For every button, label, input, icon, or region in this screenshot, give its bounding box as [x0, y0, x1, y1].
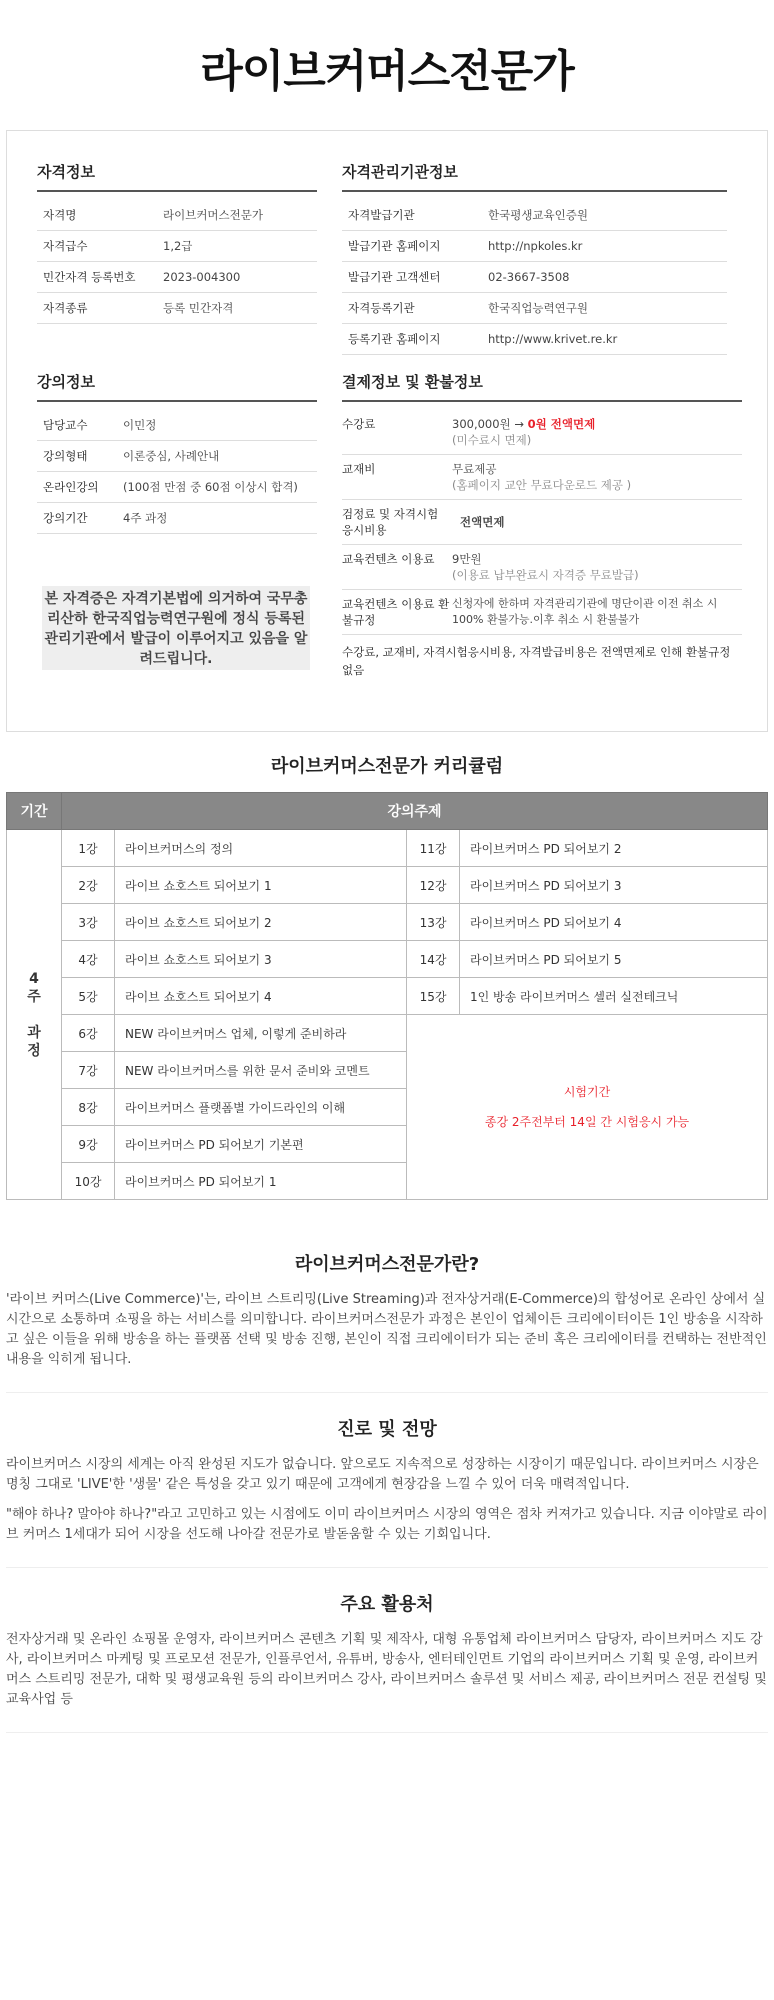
row-value: (100점 만점 중 60점 이상시 합격)	[123, 480, 298, 494]
notice-box	[42, 586, 310, 670]
qualification-section	[37, 161, 317, 324]
row-label: 자격종류	[43, 301, 88, 315]
exam-fee-label: 검정료 및 자격시험 응시비용	[342, 507, 439, 537]
row-value: 이민정	[123, 418, 157, 432]
refund-label: 교육컨텐츠 이용료 환불규정	[342, 597, 450, 627]
lesson-title: NEW 라이브커머스를 위한 문서 준비와 코멘트	[115, 1052, 407, 1089]
book-row	[342, 455, 742, 500]
page-title: 라이브커머스전문가	[200, 46, 574, 97]
lecture-heading: 강의정보	[37, 371, 317, 402]
lesson-num: 12강	[407, 867, 460, 904]
row-label: 자격급수	[43, 239, 88, 253]
lesson-num: 15강	[407, 978, 460, 1015]
lesson-title: 라이브 쇼호스트 되어보기 2	[115, 904, 407, 941]
content-fee-value: 9만원	[452, 552, 482, 566]
lesson-title: 라이브 쇼호스트 되어보기 3	[115, 941, 407, 978]
career-text-2: "해야 하나? 말아야 하나?"라고 고민하고 있는 시점에도 이미 라이브커머스 시장의 영역은 점차 커져가고 있습니다. 지금 이야말로 라이브 커머스 1세대가 되어 시장을 선도해 나아갈 전문가로 발돋움할 수 있는 기회입니다.	[6, 1507, 768, 1542]
content-fee-label: 교육컨텐츠 이용료	[342, 552, 435, 566]
lesson-title: 라이브커머스 PD 되어보기 3	[460, 867, 768, 904]
exam-fee-row	[342, 500, 742, 545]
exam-period-cell	[407, 1015, 768, 1200]
lesson-title: 라이브커머스 플랫폼별 가이드라인의 이해	[115, 1089, 407, 1126]
lesson-num: 5강	[62, 978, 115, 1015]
lesson-num: 10강	[62, 1163, 115, 1200]
table-row	[7, 978, 768, 1015]
curriculum-table	[6, 792, 768, 1200]
lesson-num: 14강	[407, 941, 460, 978]
agency-row	[342, 200, 727, 231]
qualification-row	[37, 293, 317, 324]
table-row	[7, 904, 768, 941]
curriculum-title: 라이브커머스전문가 커리큘럼	[270, 756, 504, 777]
row-label: 발급기관 홈페이지	[348, 239, 441, 253]
lesson-num: 13강	[407, 904, 460, 941]
table-row	[7, 1015, 768, 1052]
row-value: 한국평생교육인증원	[488, 208, 588, 222]
exam-period-desc: 종강 2주전부터 14일 간 시험응시 가능	[484, 1115, 690, 1129]
content-fee-sub: (이용료 납부완료시 자격증 무료발급)	[452, 568, 639, 582]
usage-text: 전자상거래 및 온라인 쇼핑몰 운영자, 라이브커머스 콘텐츠 기획 및 제작사, 대형 유통업체 라이브커머스 담당자, 라이브커머스 지도 강사, 라이브커머스 마케팅 및 프로모션 전문가, 인플루언서, 유튜버, 방송사, 엔터테인먼트 기업의 라이브커머스 기획 및 운영, 라이브커머스 스트리밍 전문가, 대학 및 평생교육원 등의 라이브커머스 강사, 라이브커머스 솔루션 및 서비스 제공, 라이브커머스 전문 컨설팅 및 교육사업 등	[6, 1632, 767, 1707]
row-label: 발급기관 고객센터	[348, 270, 441, 284]
agency-homepage-link[interactable]: http://npkoles.kr	[488, 239, 583, 253]
row-value: 한국직업능력연구원	[488, 301, 588, 315]
career-text-1: 라이브커머스 시장의 세계는 아직 완성된 지도가 없습니다. 앞으로도 지속적으로 성장하는 시장이기 때문입니다. 라이브커머스 시장은 명칭 그대로 'LIVE'한 '생물' 같은 특성을 갖고 있기 때문에 고객에게 현장감을 느낄 수 있어 더욱 매력적입니다.	[6, 1457, 759, 1492]
row-value: 등록 민간자격	[163, 301, 234, 315]
row-label: 자격등록기관	[348, 301, 415, 315]
lecture-row	[37, 472, 317, 503]
lecture-row	[37, 441, 317, 472]
registry-homepage-link[interactable]: http://www.krivet.re.kr	[488, 332, 618, 346]
refund-row	[342, 590, 742, 635]
lesson-title: 라이브커머스 PD 되어보기 4	[460, 904, 768, 941]
qualification-row	[37, 200, 317, 231]
lesson-num: 7강	[62, 1052, 115, 1089]
row-value: 2023-004300	[163, 270, 241, 284]
fee-free: 0원 전액면제	[527, 417, 596, 431]
qualification-row	[37, 262, 317, 293]
row-label: 강의형태	[43, 449, 88, 463]
lesson-title: 라이브커머스 PD 되어보기 2	[460, 830, 768, 867]
lesson-title: 라이브커머스 PD 되어보기 5	[460, 941, 768, 978]
agency-row	[342, 324, 727, 355]
period-cell: 4 주 과 정	[7, 830, 62, 1200]
exam-fee-value: 전액면제	[460, 515, 505, 529]
row-label: 강의기간	[43, 511, 88, 525]
row-value: 1,2급	[163, 239, 193, 253]
fee-sub: (미수료시 면제)	[452, 433, 532, 447]
book-label: 교재비	[342, 462, 376, 476]
col-period-header: 기간	[7, 793, 62, 830]
lesson-num: 11강	[407, 830, 460, 867]
row-label: 자격발급기관	[348, 208, 415, 222]
exam-period-title: 시험기간	[563, 1085, 611, 1099]
lesson-title: 라이브커머스의 정의	[115, 830, 407, 867]
book-sub: (홈페이지 교안 무료다운로드 제공 )	[452, 478, 632, 492]
payment-heading: 결제정보 및 환불정보	[342, 371, 742, 402]
refund-value: 신청자에 한하며 자격관리기관에 명단이관 이전 취소 시 100% 환불가능.이후 취소 시 환불불가	[452, 597, 718, 626]
row-value: 라이브커머스전문가	[163, 208, 263, 222]
lesson-num: 2강	[62, 867, 115, 904]
col-subject-header: 강의주제	[62, 793, 768, 830]
lecture-row	[37, 503, 317, 534]
about-text: '라이브 커머스(Live Commerce)'는, 라이브 스트리밍(Live Streaming)과 전자상거래(E-Commerce)의 합성어로 온라인 상에서 실시간으로 소통하며 쇼핑을 하는 서비스를 의미합니다. 라이브커머스전문가 과정은 본인이 업체이든 크리에이터이든 1인 방송을 시작하고 싶은 이들을 위해 방송을 하는 플랫폼 선택 및 방송 진행, 본인이 직접 크리에이터가 되는 준비 혹은 크리에이터를 컨택하는 전반적인 내용을 익히게 됩니다.	[6, 1292, 767, 1367]
table-row	[7, 830, 768, 867]
lesson-num: 6강	[62, 1015, 115, 1052]
refund-footer-note: 수강료, 교재비, 자격시험응시비용, 자격발급비용은 전액면제로 인해 환불규정 없음	[342, 645, 731, 677]
info-box	[6, 130, 768, 732]
row-value: 4주 과정	[123, 511, 168, 525]
notice-text: 본 자격증은 자격기본법에 의거하여 국무총리산하 한국직업능력연구원에 정식 등록된 관리기관에서 발급이 이루어지고 있음을 알려드립니다.	[44, 591, 308, 667]
row-label: 온라인강의	[43, 480, 99, 494]
row-label: 담당교수	[43, 418, 88, 432]
row-label: 자격명	[43, 208, 77, 222]
lesson-title: 라이브 쇼호스트 되어보기 4	[115, 978, 407, 1015]
row-label: 등록기관 홈페이지	[348, 332, 441, 346]
lesson-num: 9강	[62, 1126, 115, 1163]
lecture-row	[37, 410, 317, 441]
agency-row	[342, 231, 727, 262]
lesson-num: 1강	[62, 830, 115, 867]
fee-price: 300,000원	[452, 417, 511, 431]
agency-section	[342, 161, 727, 355]
usage-title: 주요 활용처	[340, 1594, 434, 1615]
lesson-title: 라이브커머스 PD 되어보기 기본편	[115, 1126, 407, 1163]
row-value: 02-3667-3508	[488, 270, 570, 284]
payment-section	[342, 371, 742, 679]
lesson-title: 라이브 쇼호스트 되어보기 1	[115, 867, 407, 904]
divider	[6, 1732, 768, 1733]
lesson-title: 라이브커머스 PD 되어보기 1	[115, 1163, 407, 1200]
lecture-section	[37, 371, 317, 534]
fee-arrow: →	[514, 417, 524, 431]
agency-row	[342, 293, 727, 324]
career-title: 진로 및 전망	[337, 1419, 437, 1440]
agency-heading: 자격관리기관정보	[342, 161, 727, 192]
book-value: 무료제공	[452, 462, 497, 476]
lesson-title: 1인 방송 라이브커머스 셀러 실전테크닉	[460, 978, 768, 1015]
row-value: 이론중심, 사례안내	[123, 449, 220, 463]
lesson-title: NEW 라이브커머스 업체, 이렇게 준비하라	[115, 1015, 407, 1052]
lesson-num: 4강	[62, 941, 115, 978]
fee-label: 수강료	[342, 417, 376, 431]
agency-row	[342, 262, 727, 293]
lesson-num: 3강	[62, 904, 115, 941]
table-row	[7, 941, 768, 978]
about-title: 라이브커머스전문가란?	[294, 1254, 480, 1275]
lesson-num: 8강	[62, 1089, 115, 1126]
fee-row	[342, 410, 742, 455]
table-row	[7, 867, 768, 904]
qualification-row	[37, 231, 317, 262]
content-fee-row	[342, 545, 742, 590]
qualification-heading: 자격정보	[37, 161, 317, 192]
row-label: 민간자격 등록번호	[43, 270, 136, 284]
